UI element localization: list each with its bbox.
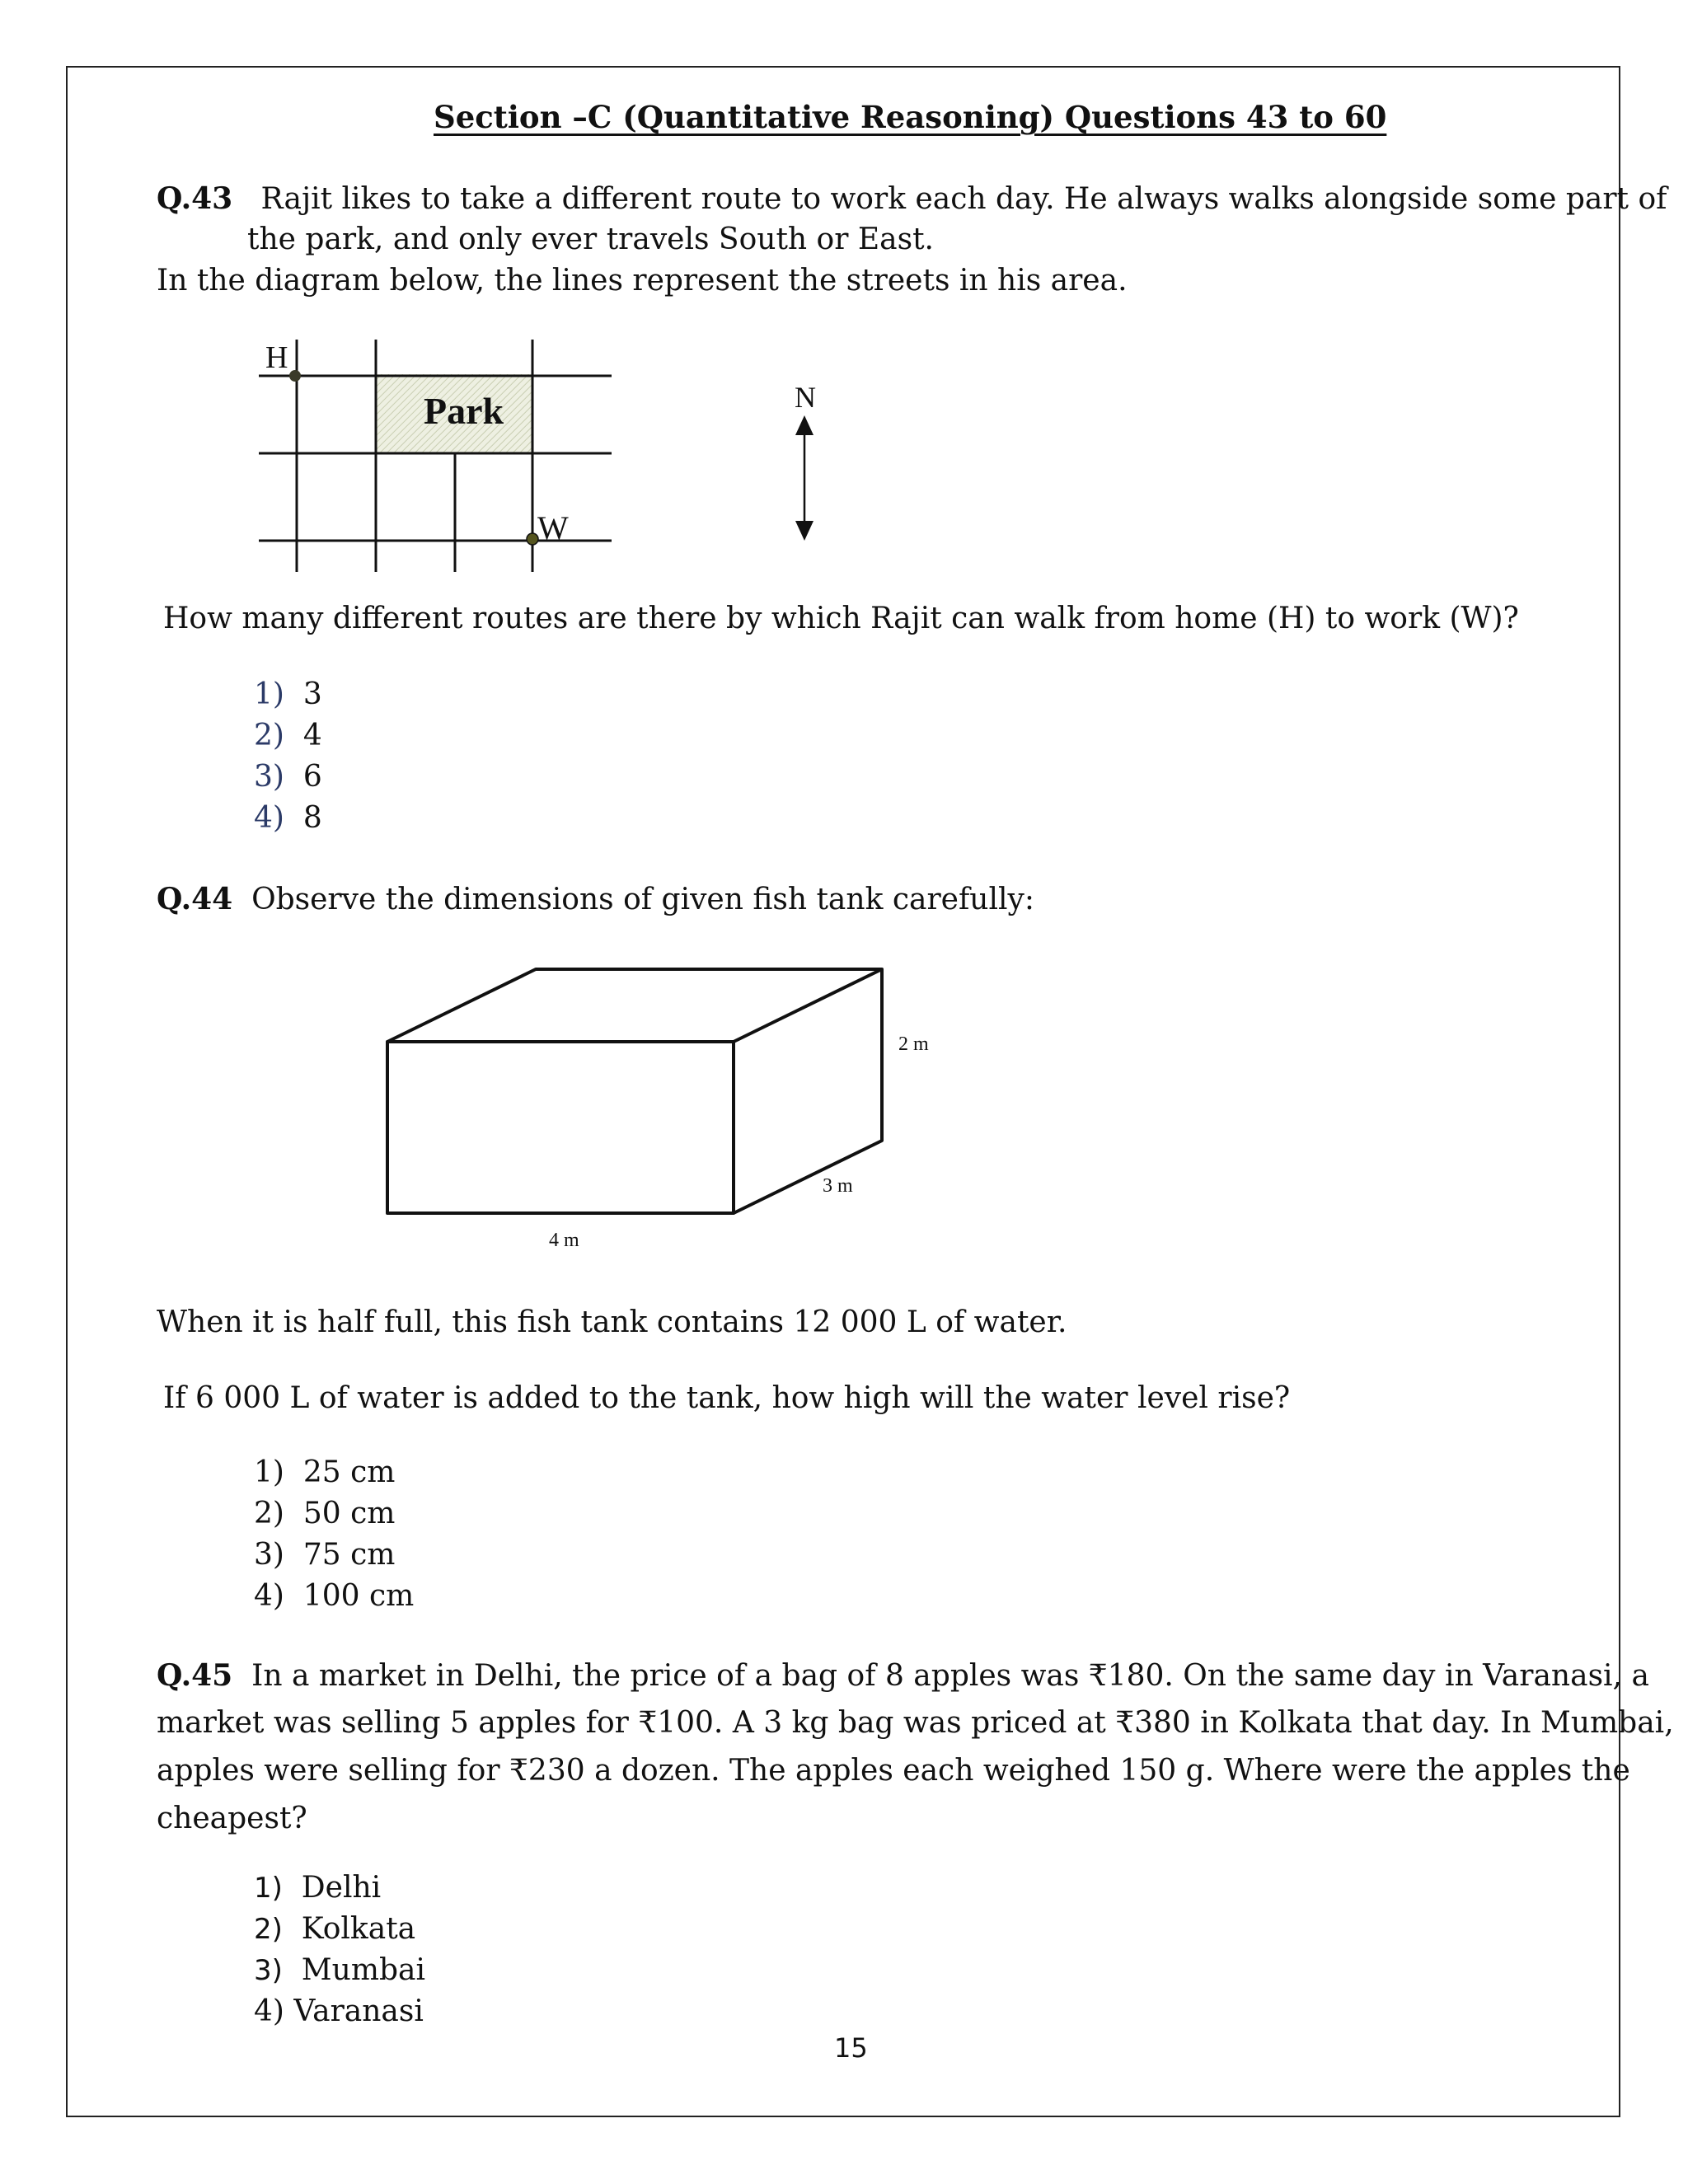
- option-text: 100 cm: [302, 1579, 415, 1613]
- q45-text-line3: apples were selling for ₹230 a dozen. The apples each weighed 150 g. Where were the apples the: [157, 1754, 1630, 1788]
- page-number: 15: [834, 2032, 868, 2064]
- option-number: 1): [254, 677, 284, 711]
- park-label: Park: [424, 390, 504, 432]
- option-text: 6: [302, 760, 322, 794]
- option-text: Varanasi: [293, 1994, 424, 2028]
- q44-statement: When it is half full, this fish tank contains 12 000 L of water.: [157, 1305, 1067, 1339]
- home-point: [289, 370, 301, 382]
- option-number: 2): [254, 719, 284, 752]
- option-number: 1): [254, 1872, 283, 1905]
- q43-number: Q.43: [157, 181, 233, 216]
- option-text: 8: [302, 801, 322, 835]
- q44-number: Q.44: [157, 882, 233, 916]
- option-text: Kolkata: [301, 1912, 416, 1946]
- q43-option-1: [254, 674, 322, 715]
- work-label: W: [537, 509, 569, 546]
- depth-label: 3 m: [823, 1175, 853, 1197]
- option-text: 25 cm: [302, 1455, 396, 1489]
- option-text: 75 cm: [302, 1538, 396, 1572]
- section-title: Section –C (Quantitative Reasoning) Questions 43 to 60: [434, 99, 1387, 135]
- q45-text-line2: market was selling 5 apples for ₹100. A 3 kg bag was priced at ₹380 in Kolkata that day. In Mumbai,: [157, 1706, 1674, 1740]
- option-number: 4): [254, 801, 284, 835]
- option-number: 3): [254, 760, 284, 794]
- q45-line1: [157, 1652, 1649, 1700]
- q45-option-1: [254, 1868, 381, 1909]
- option-text: Mumbai: [301, 1953, 426, 1987]
- q44-question: If 6 000 L of water is added to the tank, how high will the water level rise?: [163, 1381, 1291, 1415]
- q44-option-3: [254, 1535, 395, 1576]
- option-text: 50 cm: [302, 1497, 396, 1530]
- q44-text: Observe the dimensions of given fish tank carefully:: [251, 883, 1034, 916]
- fish-tank-diagram: [387, 969, 882, 1213]
- q43-text-line3: In the diagram below, the lines represent the streets in his area.: [157, 264, 1128, 298]
- option-text: 3: [302, 677, 322, 711]
- q43-text-line1: Rajit likes to take a different route to work each day. He always walks alongside some part of: [260, 182, 1667, 216]
- length-label: 4 m: [549, 1230, 579, 1251]
- option-number: 3): [254, 1538, 284, 1572]
- option-text: Delhi: [301, 1871, 382, 1905]
- option-number: 1): [254, 1455, 284, 1489]
- q44-option-2: [254, 1493, 395, 1535]
- work-point: [527, 533, 538, 545]
- q43-option-2: [254, 715, 322, 757]
- option-number: 2): [254, 1497, 284, 1530]
- q44-header: [157, 879, 1034, 921]
- option-number: 4): [254, 1579, 284, 1613]
- q44-option-1: [254, 1452, 395, 1493]
- option-number: 2): [254, 1913, 283, 1946]
- option-number: 4): [254, 1994, 284, 2028]
- q43-question: How many different routes are there by which Rajit can walk from home (H) to work (W)?: [163, 602, 1519, 635]
- option-number: 3): [254, 1954, 283, 1987]
- q45-option-3: [254, 1950, 425, 1991]
- q44-option-4: [254, 1576, 414, 1617]
- q45-text-line4: cheapest?: [157, 1802, 307, 1835]
- home-label: H: [265, 340, 288, 375]
- q43-text-line2: the park, and only ever travels South or East.: [247, 223, 934, 256]
- q45-text-line1: In a market in Delhi, the price of a bag of 8 apples was ₹180. On the same day in Varanasi, a: [251, 1659, 1649, 1693]
- q43-option-3: [254, 757, 322, 798]
- option-text: 4: [302, 719, 322, 752]
- q45-option-4: [254, 1991, 424, 2032]
- q45-option-2: [254, 1909, 415, 1950]
- q43-option-4: [254, 798, 322, 839]
- q45-number: Q.45: [157, 1658, 233, 1693]
- height-label: 2 m: [898, 1033, 929, 1055]
- north-label: N: [795, 381, 816, 414]
- north-south-arrow-icon: [795, 415, 814, 541]
